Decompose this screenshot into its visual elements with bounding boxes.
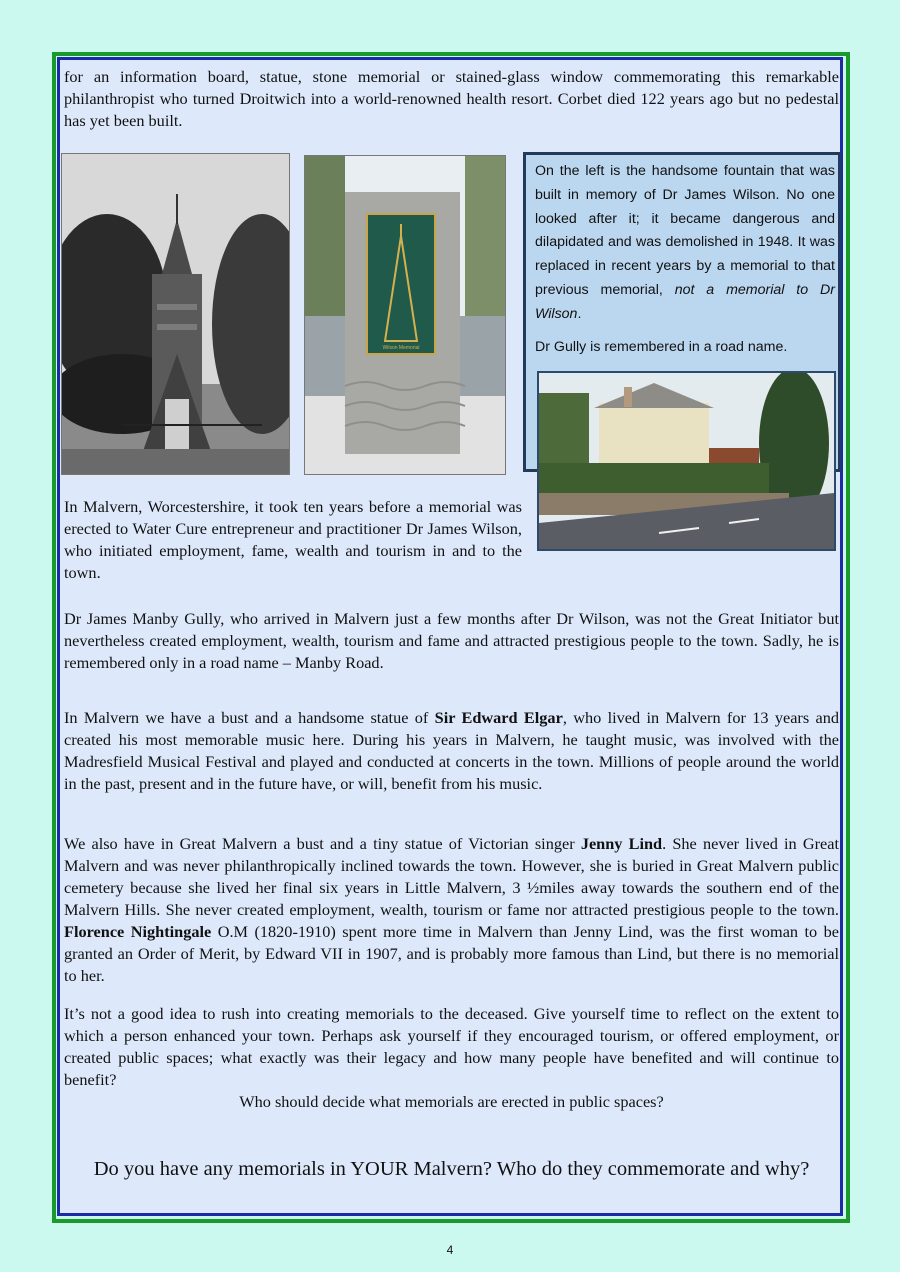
elgar-paragraph: In Malvern we have a bust and a handsome statue of Sir Edward Elgar, who lived in Malvern for 13 years and created his most memorable music here. During his years in Malvern, he taught music, was involved with the Madresfield Musical Festival and played and conducted at concerts in the town. Millions of people around the world in the past, present and in the future have, or will, benefit from his music. xyxy=(64,708,840,793)
gully-paragraph: Dr James Manby Gully, who arrived in Malvern just a few months after Dr Wilson, was not the Great Initiator but nevertheless created employment, wealth, tourism and fame and attracted prestigious people to the town. Sadly, he is remembered only in a road name – Manby Road. xyxy=(64,609,839,672)
callout-text xyxy=(535,160,835,368)
fountain-photo xyxy=(61,153,290,475)
wilson-paragraph: In Malvern, Worcestershire, it took ten years before a memorial was erected to Water Cure entrepreneur and practitioner Dr James Wilson, who initiated employment, fame, wealth and tourism in and to the town. xyxy=(64,497,522,582)
page-number: 4 xyxy=(446,1243,454,1257)
memorial-photo xyxy=(304,155,506,475)
intro-paragraph: for an information board, statue, stone memorial or stained-glass window commemorating this remarkable philanthropist who turned Droitwich into a world-renowned health resort. Corbet died 122 years ago but no pedestal has yet been built. xyxy=(64,67,839,130)
lind-paragraph: We also have in Great Malvern a bust and a tiny statue of Victorian singer Jenny Lind. She never lived in Great Malvern and was never philanthropically inclined towards the town. However, she is buried in Great Malvern public cemetery because she lived her final six years in Little Malvern, 3 ½miles away towards the southern end of the Malvern Hills. She never created employment, wealth, tourism or fame nor attracted prestigious people to the town. Florence Nightingale O.M (1820-1910) spent more time in Malvern than Jenny Lind, was the first woman to be granted an Order of Merit, by Edward VII in 1907, and is probably more famous than Lind, but there is no memorial to her. xyxy=(64,834,840,985)
plaque-text: Wilson Memorial xyxy=(382,345,420,351)
callout-paragraph-1: On the left is the handsome fountain that was built in memory of Dr James Wilson. No one looked after it; it became dangerous and dilapidated and was demolished in 1948. It was replaced in recent years by a memorial to that previous memorial, not a memorial to Dr Wilson. xyxy=(535,163,835,322)
advice-paragraph: It’s not a good idea to rush into creating memorials to the deceased. Give yourself time to reflect on the extent to which a person enhanced your town. Perhaps ask yourself if they encouraged tourism, or offered employment, or created public spaces; what exactly was their legacy and how many people have benefited and will continue to benefit? xyxy=(64,1004,839,1089)
callout-paragraph-2: Dr Gully is remembered in a road name. xyxy=(535,338,788,355)
closing-question: Do you have any memorials in YOUR Malvern? Who do they commemorate and why? xyxy=(93,1158,810,1180)
question-line: Who should decide what memorials are erected in public spaces? xyxy=(239,1092,664,1111)
road-photo xyxy=(537,371,836,551)
